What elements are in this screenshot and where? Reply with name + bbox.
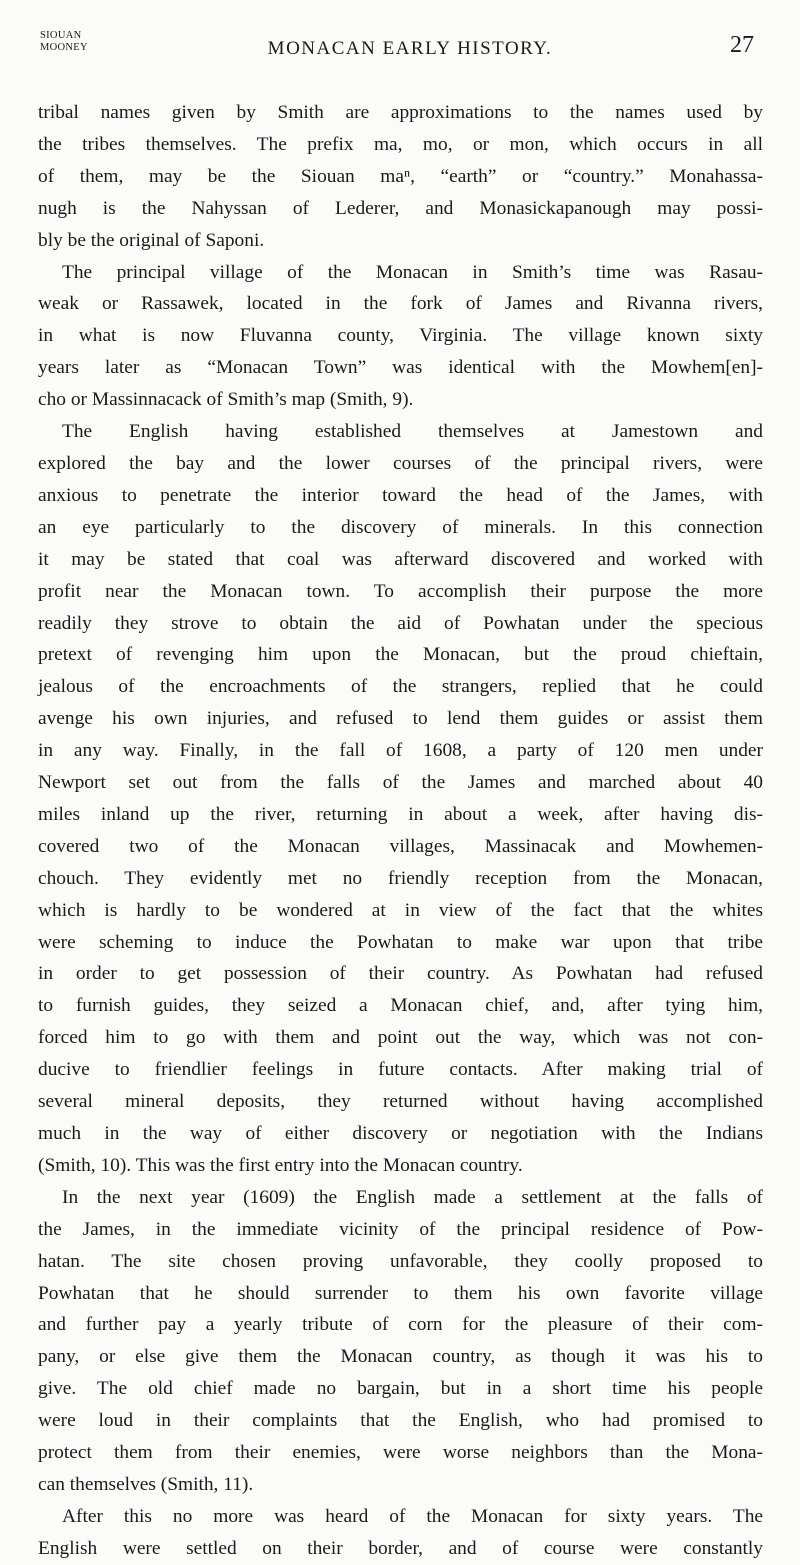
text-line: and further pay a yearly tribute of corn for the pleasure of their com-	[38, 1314, 763, 1336]
text-line: much in the way of either discovery or negotiation with the Indians	[38, 1123, 763, 1144]
text-line: cho or Massinnacack of Smith’s map (Smith, 9).	[38, 389, 414, 411]
text-line: explored the bay and the lower courses of the principal rivers, were	[38, 452, 763, 474]
text-line: The principal village of the Monacan in Smith’s time was Rasau-	[62, 261, 763, 283]
text-line: profit near the Monacan town. To accomplish their purpose the more	[38, 580, 763, 602]
text-line: nugh is the Nahyssan of Lederer, and Monasickapanough may possi-	[38, 197, 763, 219]
text-line: readily they strove to obtain the aid of Powhatan under the specious	[38, 612, 763, 634]
text-line: protect them from their enemies, were worse neighbors than the Mona-	[38, 1442, 763, 1464]
text-line: (Smith, 10). This was the first entry into the Monacan country.	[38, 1154, 523, 1176]
text-line: in order to get possession of their country. As Powhatan had refused	[38, 963, 763, 985]
text-line: pany, or else give them the Monacan country, as though it was his to	[38, 1346, 763, 1368]
text-line: in what is now Fluvanna county, Virginia. The village known sixty	[38, 325, 763, 347]
text-line: covered two of the Monacan villages, Massinacak and Mowhemen-	[38, 835, 763, 857]
text-line: which is hardly to be wondered at in view of the fact that the whites	[38, 899, 763, 921]
text-line: the tribes themselves. The prefix ma, mo, or mon, which occurs in all	[38, 133, 763, 155]
text-line: Powhatan that he should surrender to them his own favorite village	[38, 1282, 763, 1304]
text-line: miles inland up the river, returning in about a week, after having dis-	[38, 803, 763, 825]
text-line: can themselves (Smith, 11).	[38, 1473, 254, 1495]
text-line: Newport set out from the falls of the James and marched about 40	[38, 772, 763, 794]
text-line: jealous of the encroachments of the strangers, replied that he could	[38, 676, 763, 698]
text-line: an eye particularly to the discovery of minerals. In this connection	[38, 516, 763, 538]
text-line: the James, in the immediate vicinity of the principal residence of Pow-	[38, 1218, 763, 1240]
text-line: The English having established themselves at Jamestown and	[62, 421, 763, 443]
text-line: chouch. They evidently met no friendly reception from the Monacan,	[38, 867, 763, 889]
text-line: several mineral deposits, they returned without having accomplished	[38, 1091, 763, 1113]
text-line: forced him to go with them and point out the way, which was not con-	[38, 1027, 763, 1049]
text-line: bly be the original of Saponi.	[38, 229, 265, 251]
side-label-line1: SIOUAN	[40, 30, 82, 41]
text-line: to furnish guides, they seized a Monacan chief, and, after tying him,	[38, 995, 763, 1017]
running-title: MONACAN EARLY HISTORY.	[267, 38, 553, 59]
text-line: In the next year (1609) the English made a settlement at the falls of	[62, 1186, 763, 1208]
text-line: hatan. The site chosen proving unfavorable, they coolly proposed to	[38, 1250, 763, 1272]
text-line: years later as “Monacan Town” was identical with the Mowhem[en]-	[38, 357, 763, 379]
text-line: English were settled on their border, and of course were constantly	[38, 1537, 763, 1559]
page-header	[40, 16, 760, 76]
text-line: were scheming to induce the Powhatan to make war upon that tribe	[38, 931, 763, 953]
text-line: ducive to friendlier feelings in future contacts. After making trial of	[38, 1059, 763, 1081]
side-label-line2: MOONEY	[40, 42, 88, 53]
text-line: After this no more was heard of the Monacan for sixty years. The	[62, 1505, 763, 1527]
text-line: pretext of revenging him upon the Monacan, but the proud chieftain,	[38, 644, 763, 666]
text-line: give. The old chief made no bargain, but in a short time his people	[38, 1378, 763, 1400]
text-line: anxious to penetrate the interior toward the head of the James, with	[38, 484, 763, 506]
text-line: in any way. Finally, in the fall of 1608, a party of 120 men under	[38, 740, 763, 762]
text-line: were loud in their complaints that the English, who had promised to	[38, 1410, 763, 1432]
body-text	[38, 97, 763, 1565]
text-line: of them, may be the Siouan maⁿ, “earth” or “country.” Monahassa-	[38, 165, 763, 187]
text-line: weak or Rassawek, located in the fork of James and Rivanna rivers,	[38, 293, 763, 315]
page-number: 27	[730, 32, 754, 58]
text-line: avenge his own injuries, and refused to lend them guides or assist them	[38, 708, 763, 730]
text-line: tribal names given by Smith are approximations to the names used by	[38, 102, 763, 123]
text-line: it may be stated that coal was afterward discovered and worked with	[38, 548, 763, 570]
